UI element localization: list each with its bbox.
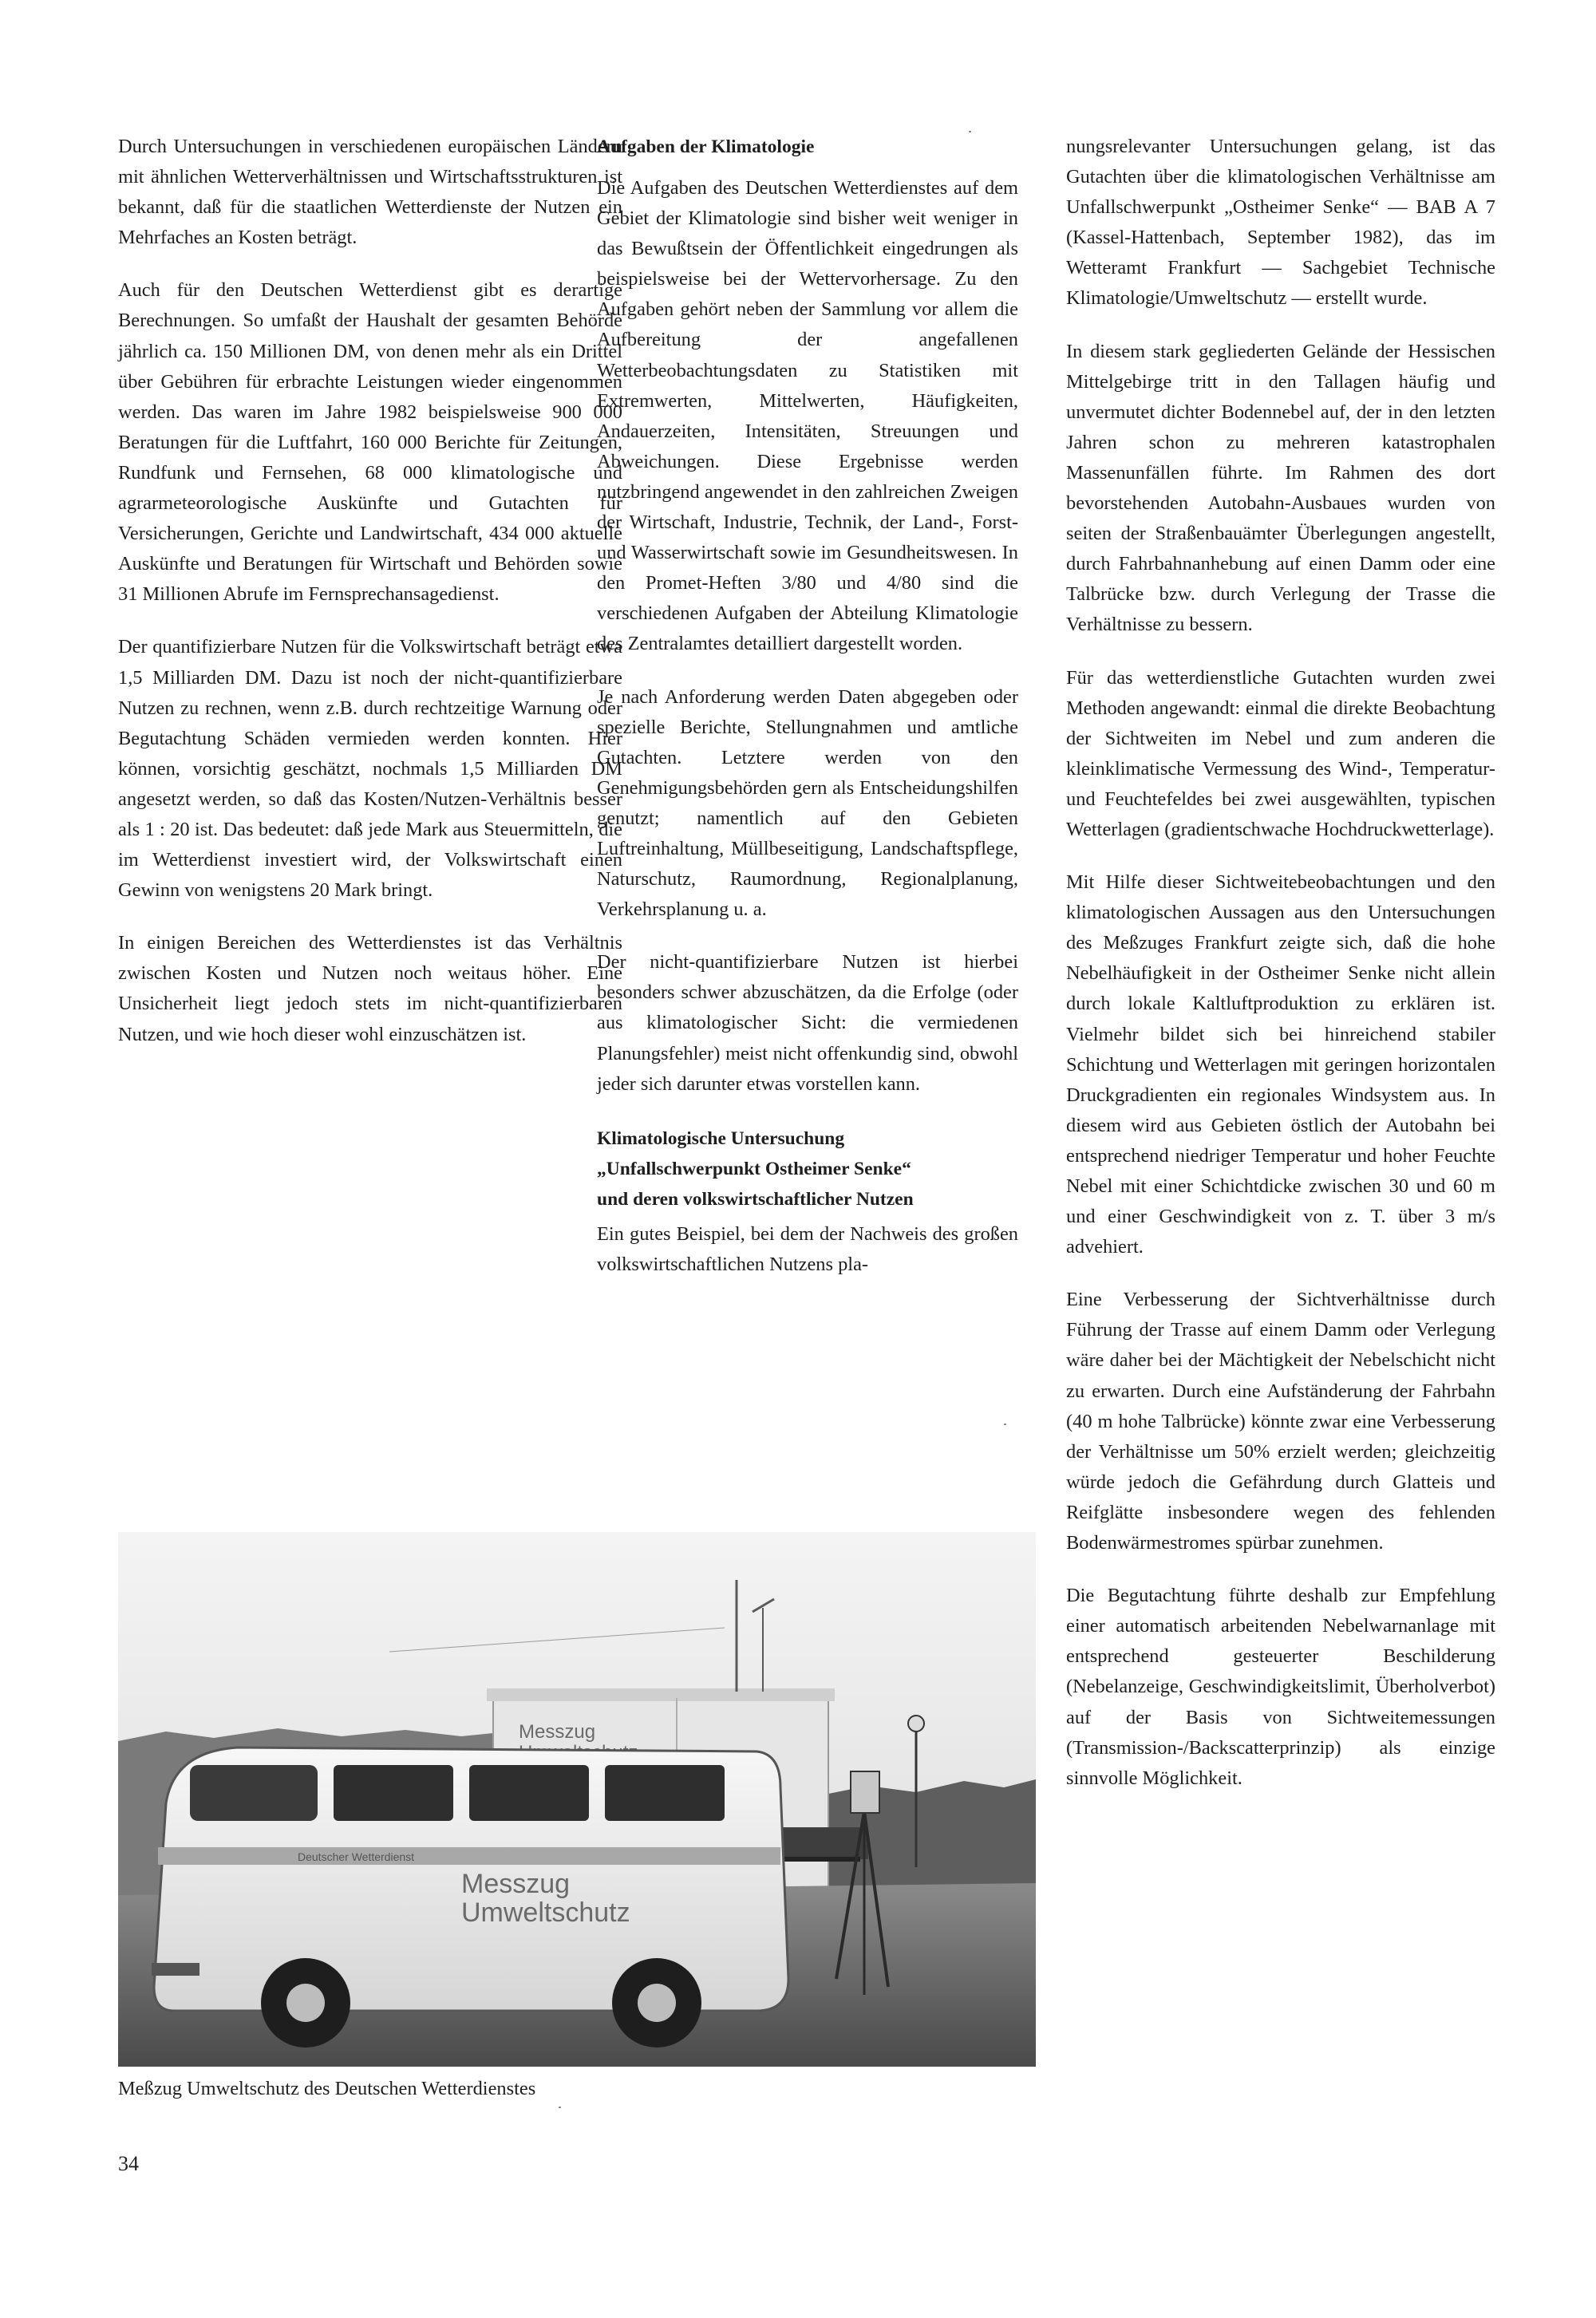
instrument-sensor <box>908 1716 924 1732</box>
paragraph: Auch für den Deutschen Wetterdienst gibt es derartige Berechnungen. So umfaßt der Haushalt der gesamten Behörde jährlich ca. 150 Millionen DM, von denen mehr als ein Drittel über Gebühren für erbrachte Leistungen wieder eingenommen werden. Das waren im Jahre 1982 beispielsweise 900 000 Beratungen für die Luftfahrt, 160 000 Berichte für Zeitungen, Rundfunk und Fernsehen, 68 000 klimatologische und agrarmeteorologische Auskünfte und Gutachten für Versicherungen, Gerichte und Landwirtschaft, 434 000 aktuelle Auskünfte und Beratungen für Wirtschaft und Behörden sowie 31 Millionen Abrufe im Fernsprechansagedienst. <box>118 279 622 606</box>
scan-speck <box>969 131 971 132</box>
paragraph: Je nach Anforderung werden Daten abgegeben oder spezielle Berichte, Stellungnahmen und amtliche Gutachten. Letztere werden von den Genehmigungsbehörden gern als Entscheidungshilfen genutzt; namentlich auf den Gebieten Luftreinhaltung, Müllbeseitigung, Landschaftspflege, Naturschutz, Raumordnung, Regionalplanung, Verkehrsplanung u. a. <box>597 685 1018 921</box>
paragraph: In diesem stark gegliederten Gelände der Hessischen Mittelgebirge tritt in den Tallagen häufig und unvermutet dichter Bodennebel auf, der in den letzten Jahren schon zu mehreren katastrophalen Massenunfällen führte. Im Rahmen des dort bevorstehenden Autobahn-Ausbaues wurden von seiten der Straßenbauämter Überlegungen angestellt, durch Fahrbahnanhebung auf einen Damm oder eine Talbrücke bzw. durch Verlegung der Trasse die Verhältnisse zu bessern. <box>1066 340 1495 636</box>
paragraph: Der quantifizierbare Nutzen für die Volkswirtschaft beträgt etwa 1,5 Milliarden DM. Dazu ist noch der nicht-quantifizierbare Nutzen zu rechnen, wenn z.B. durch rechtzeitige Warnung oder Begutachtung Schäden vermieden werden konnten. Hier können, vorsichtig geschätzt, nochmals 1,5 Milliarden DM angesetzt werden, so daß das Kosten/Nutzen-Verhältnis besser als 1 : 20 ist. Das bedeutet: daß jede Mark aus Steuermitteln, die im Wetterdienst investiert wird, der Volkswirtschaft einen Gewinn von wenigstens 20 Mark bringt. <box>118 636 622 902</box>
section-heading <box>597 1123 1018 1214</box>
van-window <box>605 1765 725 1821</box>
photo-measurement-van <box>118 1532 1036 2067</box>
paragraph: Der nicht-quantifizierbare Nutzen ist hierbei besonders schwer abzuschätzen, da die Erfolge (oder aus klimatologischer Sicht: die vermiedenen Planungsfehler) meist nicht offenkundig sind, obwohl jeder sich darunter etwas vorstellen kann. <box>597 951 1018 1095</box>
van-bumper <box>152 1963 200 1976</box>
paragraph: Die Aufgaben des Deutschen Wetterdienstes auf dem Gebiet der Klimatologie sind bisher weit weniger in das Bewußtsein der Öffentlichkeit eingedrungen als beispielsweise bei der Wettervorhersage. Zu den Aufgaben gehört neben der Sammlung vor allem die Aufbereitung der angefallenen Wetterbeobachtungsdaten zu Statistiken mit Extremwerten, Mittelwerten, Häufigkeiten, Andauerzeiten, Intensitäten, Streuungen und Abweichungen. Diese Ergebnisse werden nutzbringend angewendet in den zahlreichen Zweigen der Wirtschaft, Industrie, Technik, der Land-, Forst- und Wasserwirtschaft sowie im Gesundheitswesen. In den Promet-Heften 3/80 und 4/80 sind die verschiedenen Aufgaben der Abteilung Klimatologie des Zentralamtes detailliert dargestellt worden. <box>597 177 1018 655</box>
paragraph: In einigen Bereichen des Wetterdienstes ist das Verhältnis zwischen Kosten und Nutzen noch weitaus höher. Eine Unsicherheit liegt jedoch stets im nicht-quantifizierbaren Nutzen, und wie hoch dieser wohl einzuschätzen ist. <box>118 932 622 1045</box>
photo-caption: Meßzug Umweltschutz des Deutschen Wetterdienstes <box>118 2078 536 2099</box>
van-window <box>469 1765 589 1821</box>
building-sign-line-1: Messzug <box>519 1721 596 1743</box>
paragraph: Eine Verbesserung der Sichtverhältnisse durch Führung der Trasse auf einem Damm oder Verlegung wäre daher bei der Mächtigkeit der Nebelschicht nicht zu erwarten. Durch eine Aufständerung der Fahrbahn (40 m hohe Talbrücke) könnte zwar eine Verbesserung der Verhältnisse um 50% erzielt werden; gleichzeitig würde jedoch die Gefährdung durch Glatteis und Reifglätte insbesondere wegen des fehlenden Bodenwärmestromes spürbar zunehmen. <box>1066 1289 1495 1554</box>
heading-line: und deren volkswirtschaftlicher Nutzen <box>597 1188 914 1210</box>
paragraph: Die Begutachtung führte deshalb zur Empfehlung einer automatisch arbeitenden Nebelwarnanlage mit entsprechend gesteuerter Beschilderung (Nebelanzeige, Geschwindigkeitslimit, Überholverbot) auf der Basis von Sichtweitemessungen (Transmission-/Backscatterprinzip) als einzige sinnvolle Möglichkeit. <box>1066 1585 1495 1789</box>
heading-line: Klimatologische Untersuchung <box>597 1127 845 1149</box>
scan-speck <box>1004 1424 1006 1425</box>
scan-speck <box>559 2107 561 2108</box>
column-2 <box>597 132 1018 1302</box>
heading-line: „Unfallschwerpunkt Ostheimer Senke“ <box>597 1158 911 1179</box>
column-1 <box>118 132 622 1072</box>
van-sign-line-2: Umweltschutz <box>461 1897 630 1928</box>
van-sign-line-1: Messzug <box>461 1869 571 1899</box>
van-hubcap <box>638 1984 676 2022</box>
section-heading: Aufgaben der Klimatologie <box>597 136 815 157</box>
paragraph: Für das wetterdienstliche Gutachten wurden zwei Methoden angewandt: einmal die direkte Beobachtung der Sichtweiten im Nebel und zum anderen die kleinklimatische Vermessung des Wind-, Temperatur- und Feuchtefeldes bei zwei ausgewählten, typischen Wetterlagen (gradientschwache Hochdruckwetterlage). <box>1066 666 1495 840</box>
paragraph: Mit Hilfe dieser Sichtweitebeobachtungen und den klimatologischen Aussagen aus den Untersuchungen des Meßzuges Frankfurt zeigte sich, daß die hohe Nebelhäufigkeit in der Ostheimer Senke nicht allein durch lokale Kaltluftproduktion zu erklären ist. Vielmehr bildet sich bei hinreichend stabiler Schichtung und Wetterlagen mit geringen horizontalen Druckgradienten ein regionales Windsystem aus. In diesem wird aus Gebieten östlich der Autobahn bei entsprechend niedriger Temperatur und hoher Feuchte Nebel mit einer Schichtdicke zwischen 30 und 60 m und einer Geschwindigkeit von z. T. über 3 m/s advehiert. <box>1066 871 1495 1258</box>
van-window <box>334 1765 453 1821</box>
van-window <box>190 1765 318 1821</box>
column-3 <box>1066 132 1495 1816</box>
building-roof <box>487 1688 835 1701</box>
paragraph: Durch Untersuchungen in verschiedenen europäischen Ländern mit ähnlichen Wetterverhältnissen und Wirtschaftsstrukturen ist bekannt, daß für die staatlichen Wetterdienste der Nutzen ein Mehrfaches an Kosten beträgt. <box>118 136 622 249</box>
page-number: 34 <box>118 2152 139 2175</box>
instrument-box <box>851 1771 879 1813</box>
paragraph: nungsrelevanter Untersuchungen gelang, ist das Gutachten über die klimatologischen Verhältnisse am Unfallschwerpunkt „Ostheimer Senke“ — BAB A 7 (Kassel-Hattenbach, September 1982), das im Wetteramt Frankfurt — Sachgebiet Technische Klimatologie/Umweltschutz — erstellt wurde. <box>1066 136 1495 310</box>
van-hubcap <box>286 1984 325 2022</box>
paragraph: Ein gutes Beispiel, bei dem der Nachweis des großen volkswirtschaftlichen Nutzens pla- <box>597 1222 1018 1275</box>
van-small-text: Deutscher Wetterdienst <box>298 1850 415 1863</box>
van-stripe <box>158 1847 780 1865</box>
